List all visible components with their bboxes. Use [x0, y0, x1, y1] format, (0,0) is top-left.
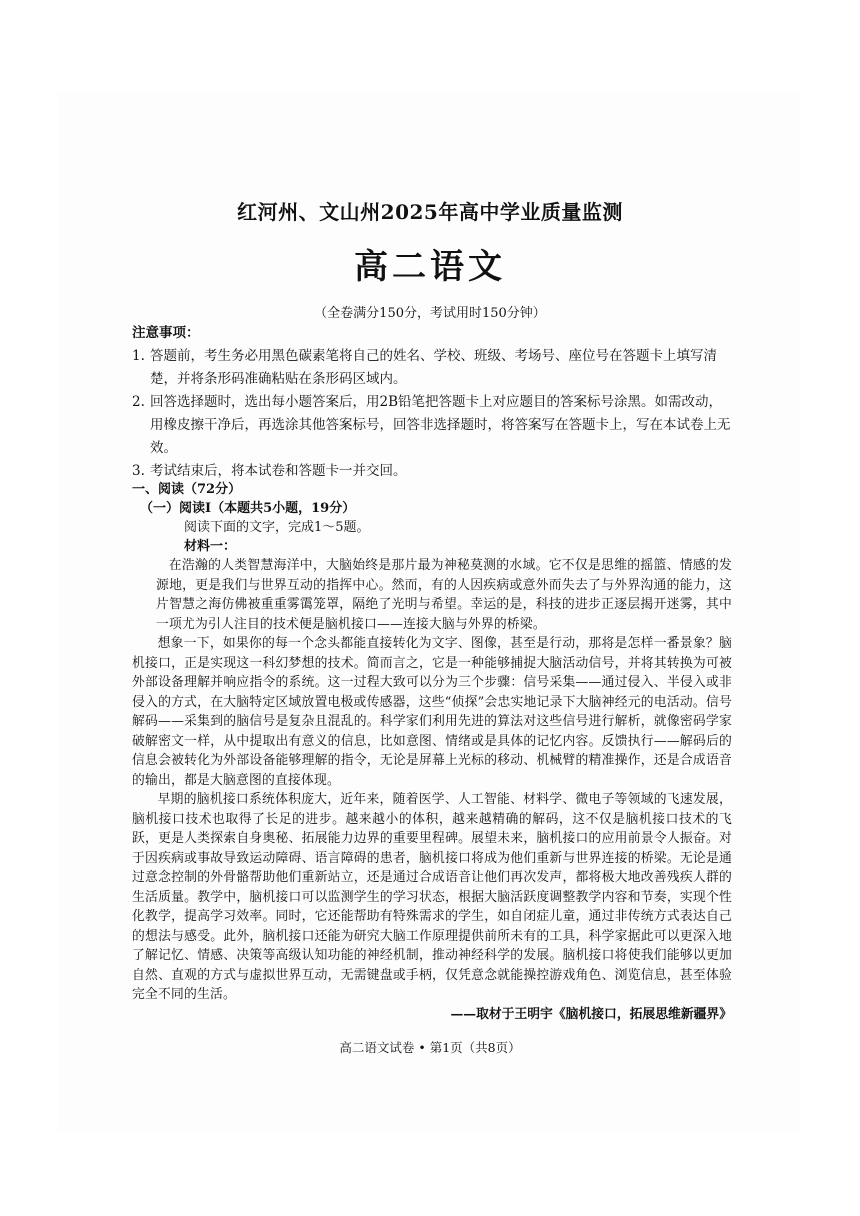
note-text: 答题前，考生务必用黑色碳素笔将自己的姓名、学校、班级、考场号、座位号在答题卡上填写清楚，并将条形码准确粘贴在条形码区域内。 — [150, 348, 717, 387]
score-note: （全卷满分150分，考试用时150分钟） — [314, 306, 546, 321]
section-subtitle: （一）阅读Ⅰ（本题共5小题，19分） — [140, 501, 356, 516]
page-footer: 高二语文试卷 • 第1页（共8页） — [339, 1040, 521, 1055]
section-instruction: 阅读下面的文字，完成1～5题。 — [184, 520, 370, 535]
passage-paragraph: 在浩瀚的人类智慧海洋中，大脑始终是那片最为神秘莫测的水域。它不仅是思维的摇篮、情感的发源地，更是我们与世界互动的指挥中心。然而，有的人因疾病或意外而失去了与外界沟通的能力，这片智慧之海仿佛被重重雾霭笼罩，隔绝了光明与希望。幸运的是，科技的进步正逐层揭开迷雾，其中一项尤为引人注目的技术便是脑机接口——连接大脑与外界的桥梁。 — [156, 558, 732, 632]
exam-header — [130, 196, 730, 321]
note-item — [132, 345, 732, 391]
exam-org-title: 红河州、文山州2025年高中学业质量监测 — [237, 200, 623, 224]
note-number: 1. — [132, 348, 145, 364]
note-number: 3. — [132, 463, 145, 479]
notes-heading: 注意事项： — [132, 325, 200, 341]
passage-source: ——取材于王明宇《脑机接口，拓展思维新疆界》 — [450, 1006, 732, 1022]
material-label: 材料一： — [184, 539, 237, 554]
note-number: 2. — [132, 394, 145, 410]
subject-title: 高二语文 — [354, 247, 506, 287]
section-title: 一、阅读（72分） — [132, 482, 242, 497]
note-text: 考试结束后，将本试卷和答题卡一并交回。 — [150, 463, 407, 479]
note-text: 回答选择题时，选出每小题答案后，用2B铅笔把答题卡上对应题目的答案标号涂黑。如需改动，用橡皮擦干净后，再选涂其他答案标号，回答非选择题时，将答案写在答题卡上，写在本试卷上无效。 — [150, 394, 731, 456]
notes-block — [132, 322, 732, 483]
reading-section — [132, 480, 732, 1024]
passage-paragraph: 想象一下，如果你的每一个念头都能直接转化为文字、图像，甚至是行动，那将是怎样一番景象？脑机接口，正是实现这一科幻梦想的技术。简而言之，它是一种能够捕捉大脑活动信号，并将其转换为可被外部设备理解并响应指令的系统。这一过程大致可以分为三个步骤：信号采集——通过侵入、半侵入或非侵入的方式，在大脑特定区域放置电极或传感器，这些“侦探”会忠实地记录下大脑神经元的电活动。信号解码——采集到的脑信号是复杂且混乱的。科学家们利用先进的算法对这些信号进行解析，就像密码学家破解密文一样，从中提取出有意义的信息，比如意图、情绪或是具体的记忆内容。反馈执行——解码后的信息会被转化为外部设备能够理解的指令，无论是屏幕上光标的移动、机械臂的精准操作，还是合成语音的输出，都是大脑意图的直接体现。 — [132, 636, 732, 788]
note-item — [132, 391, 732, 460]
passage-paragraph: 早期的脑机接口系统体积庞大，近年来，随着医学、人工智能、材料学、微电子等领域的飞速发展，脑机接口技术也取得了长足的进步。越来越小的体积，越来越精确的解码，这不仅是脑机接口技术的飞跃，更是人类探索自身奥秘、拓展能力边界的重要里程碑。展望未来，脑机接口的应用前景令人振奋。对于因疾病或事故导致运动障碍、语言障碍的患者，脑机接口将成为他们重新与世界连接的桥梁。无论是通过意念控制的外骨骼帮助他们重新站立，还是通过合成语音让他们再次发声，都将极大地改善残疾人群的生活质量。教学中，脑机接口可以监测学生的学习状态，根据大脑活跃度调整教学内容和节奏，实现个性化教学，提高学习效率。同时，它还能帮助有特殊需求的学生，如自闭症儿童，通过非传统方式表达自己的想法与感受。此外，脑机接口还能为研究大脑工作原理提供前所未有的工具，科学家据此可以更深入地了解记忆、情感、决策等高级认知功能的神经机制，推动神经科学的发展。脑机接口将使我们能够以更加自然、直观的方式与虚拟世界互动，无需键盘或手柄，仅凭意念就能操控游戏角色、浏览信息，甚至体验完全不同的生活。 — [132, 792, 732, 1002]
